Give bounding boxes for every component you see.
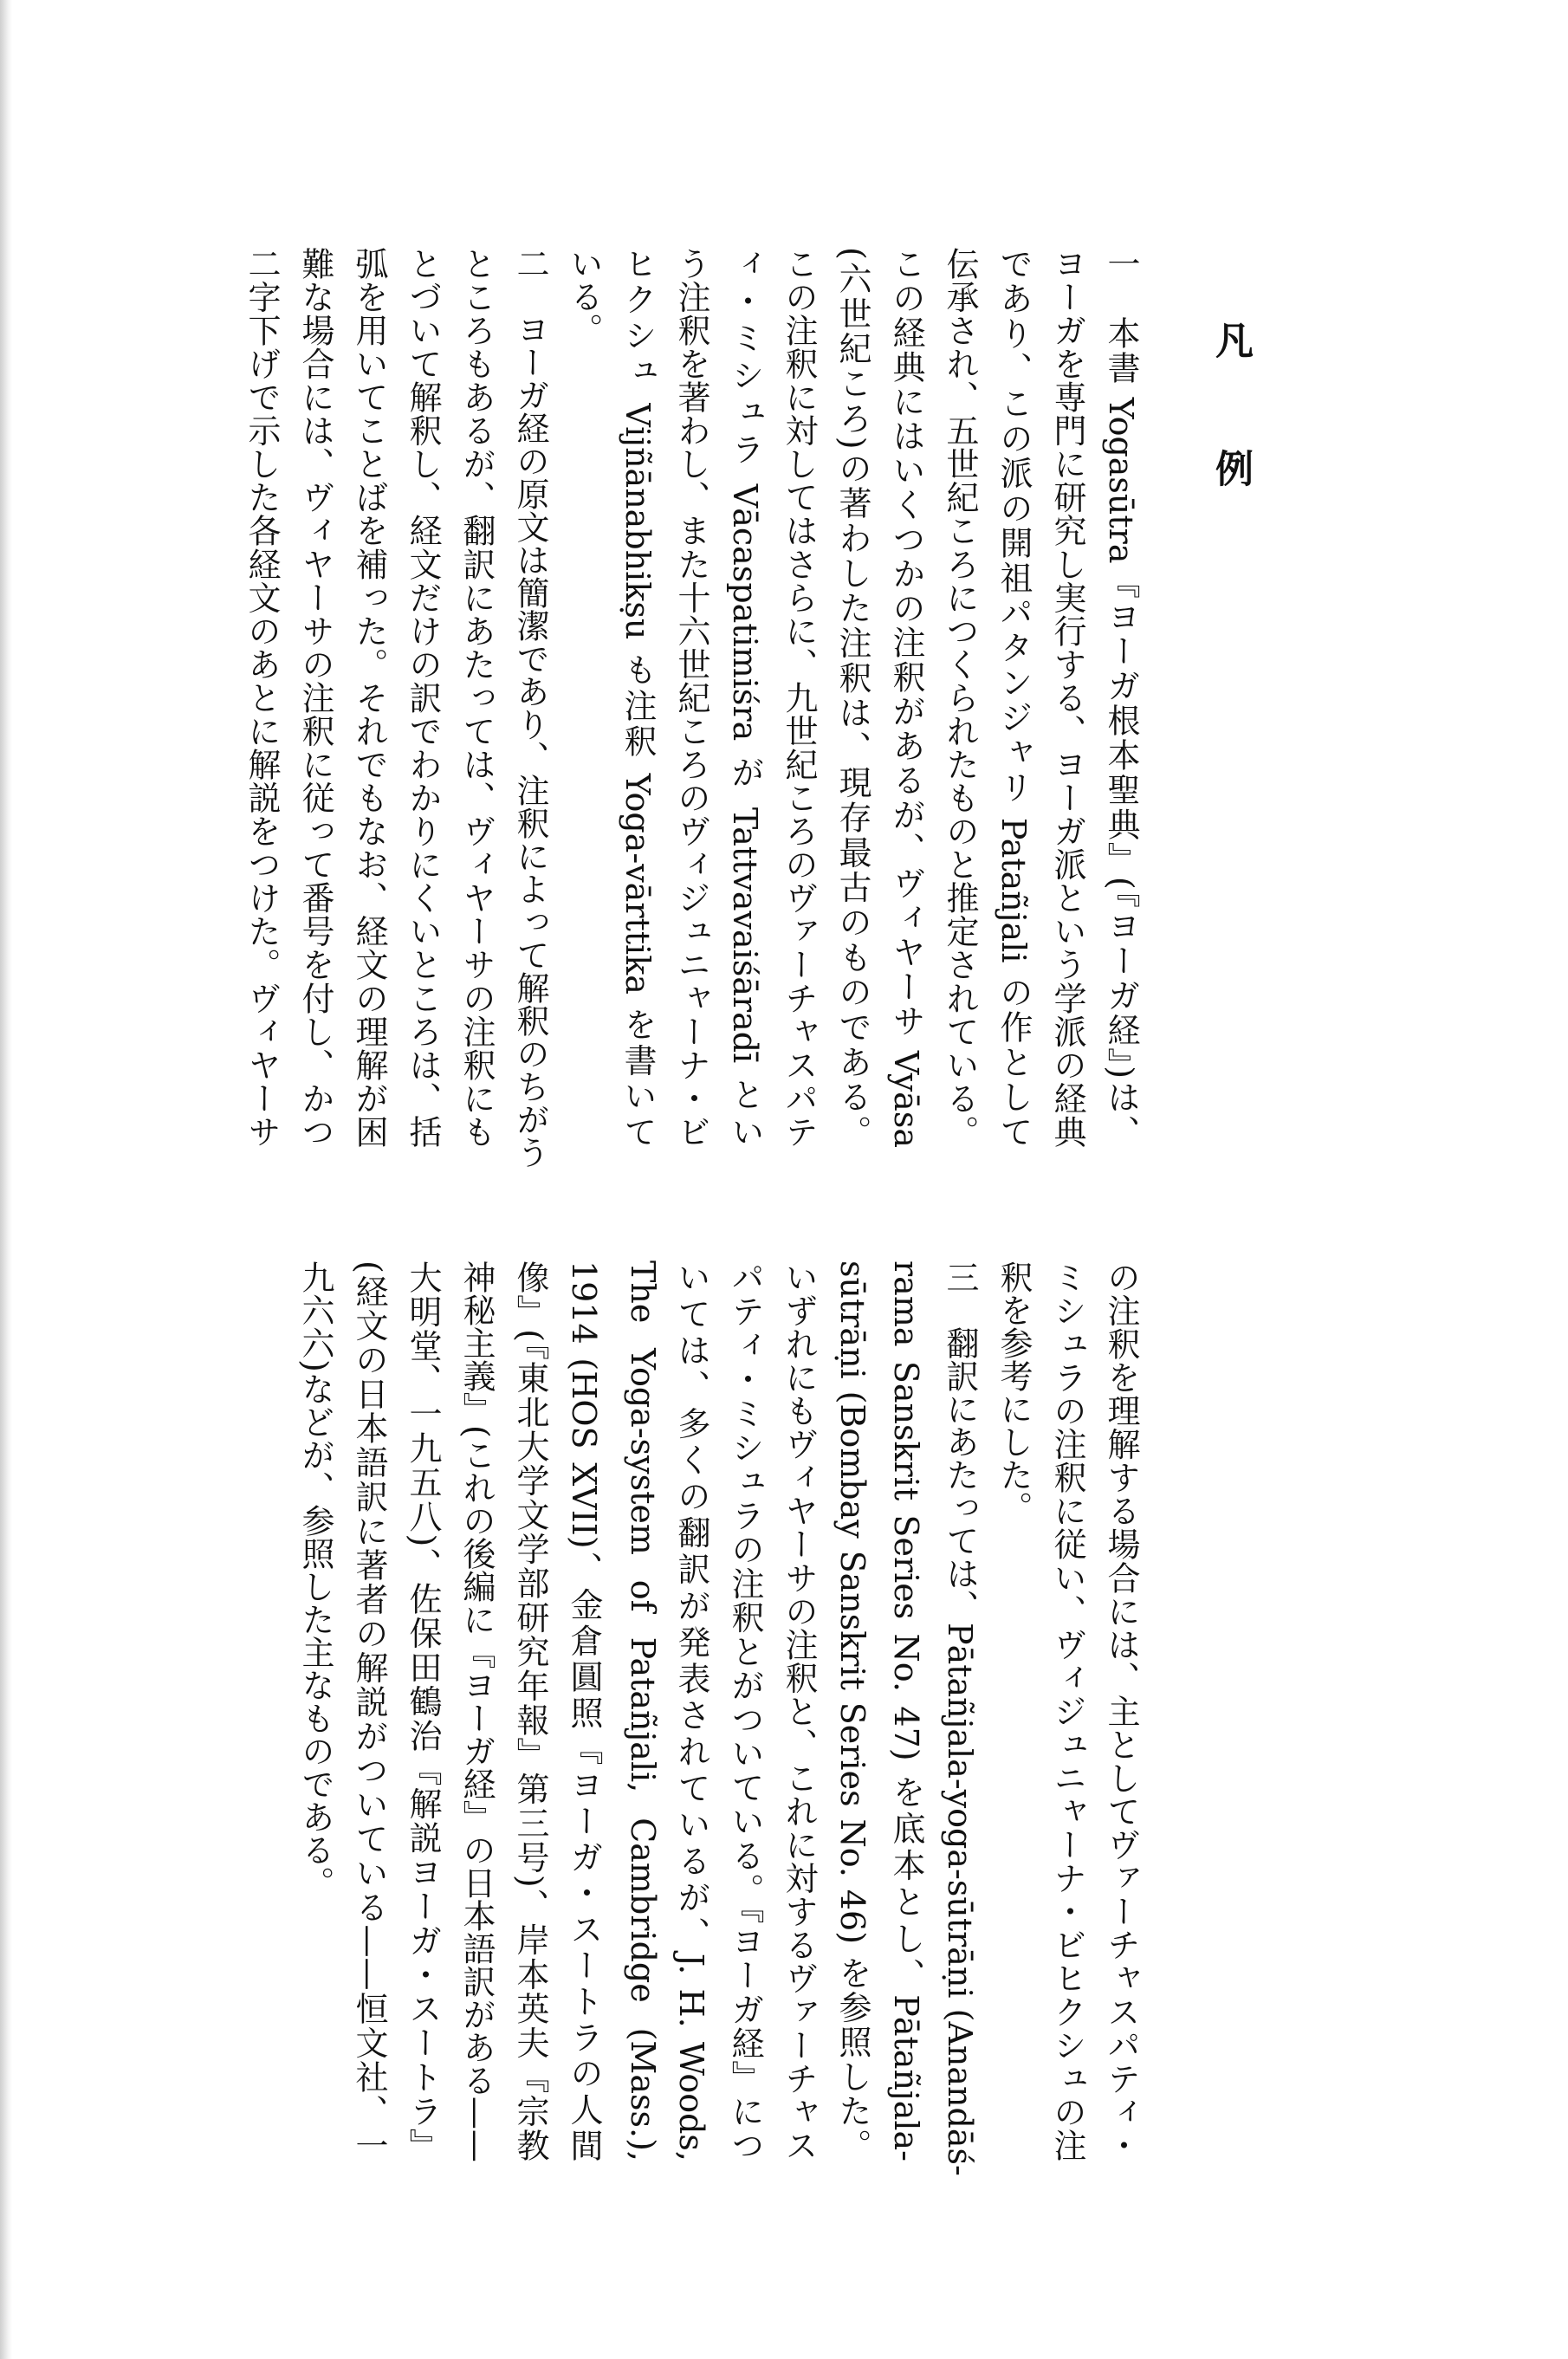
text-column: 大明堂、一九五八)、佐保田鶴治『解説ヨーガ・スートラ』 xyxy=(404,1261,442,2161)
text-column: いずれにもヴィヤーサの注釈と、これに対するヴァーチャス xyxy=(780,1261,818,2161)
text-column: う注釈を著わし、また十六世紀ころのヴィジュニャーナ・ビ xyxy=(672,247,710,1148)
text-column: の注釈を理解する場合には、主としてヴァーチャスパティ・ xyxy=(1102,1261,1140,2161)
text-column: ところもあるが、翻訳にあたっては、ヴィヤーサの注釈にも xyxy=(457,247,496,1148)
text-column: 一 本書 Yogasūtra『ヨーガ根本聖典』(『ヨーガ経』)は、 xyxy=(1102,247,1140,1148)
text-column: とづいて解釈し、経文だけの訳でわかりにくいところは、括 xyxy=(404,247,442,1148)
text-column: 難な場合には、ヴィヤーサの注釈に従って番号を付し、かつ xyxy=(296,247,334,1148)
text-column: であり、この派の開祖パタンジャリ Patañjali の作として xyxy=(995,247,1033,1148)
text-column: 1914 (HOS XVII)、金倉圓照『ヨーガ・スートラの人間 xyxy=(565,1261,603,2161)
text-column: 釈を参考にした。 xyxy=(995,1261,1033,1524)
text-column: 像』(『東北大学文学部研究年報』第三号)、岸本英夫『宗教 xyxy=(511,1261,549,2161)
text-column: The Yoga-system of Patañjali, Cambridge (Mass.), xyxy=(624,1261,662,2161)
text-column: ヒクシュ Vijñānabhikṣu も注釈 Yoga-vārttika を書いて xyxy=(619,247,657,1148)
text-column: 九六六)などが、参照した主なものである。 xyxy=(296,1261,334,1899)
text-column: いる。 xyxy=(565,247,603,346)
text-column: 弧を用いてことばを補った。それでもなお、経文の理解が困 xyxy=(350,247,388,1148)
text-column: パティ・ミシュラの注釈とがついている。『ヨーガ経』につ xyxy=(726,1261,764,2161)
text-column: (経文の日本語訳に著者の解説がついている——恒文社、一 xyxy=(350,1261,388,2161)
text-column: いては、多くの翻訳が発表されているが、J. H. Woods, xyxy=(672,1261,710,2161)
text-column: 伝承され、五世紀ころにつくられたものと推定されている。 xyxy=(941,247,979,1148)
text-column: ヨーガを専門に研究し実行する、ヨーガ派という学派の経典 xyxy=(1048,247,1086,1148)
text-column: sūtrāṇi (Bombay Sanskrit Series No. 46) を参照した。 xyxy=(833,1261,871,2161)
text-column: この経典にはいくつかの注釈があるが、ヴィヤーサ Vyāsa xyxy=(887,247,925,1148)
text-column: rama Sanskrit Series No. 47) を底本とし、Pātañjala- xyxy=(887,1261,925,2161)
text-column: 二 ヨーガ経の原文は簡潔であり、注釈によって解釈のちがう xyxy=(511,247,549,1169)
page-title: 凡 例 xyxy=(1208,321,1253,513)
text-column: (六世紀ころ)の著わした注釈は、現存最古のものである。 xyxy=(833,247,871,1148)
text-column: 三 翻訳にあたっては、Pātañjala-yoga-sūtrāṇi (Anandāś- xyxy=(941,1261,979,2176)
scan-edge xyxy=(0,0,12,2359)
text-column: 二字下げで示した各経文のあとに解説をつけた。ヴィヤーサ xyxy=(243,247,281,1148)
text-column: 神秘主義』(これの後編に『ヨーガ経』の日本語訳がある—— xyxy=(457,1261,496,2162)
text-column: この注釈に対してはさらに、九世紀ころのヴァーチャスパテ xyxy=(780,247,818,1148)
text-column: ィ・ミシュラ Vācaspatimiśra が Tattvavaiśāradī とい xyxy=(726,247,764,1148)
text-column: ミシュラの注釈に従い、ヴィジュニャーナ・ビヒクシュの注 xyxy=(1048,1261,1086,2161)
